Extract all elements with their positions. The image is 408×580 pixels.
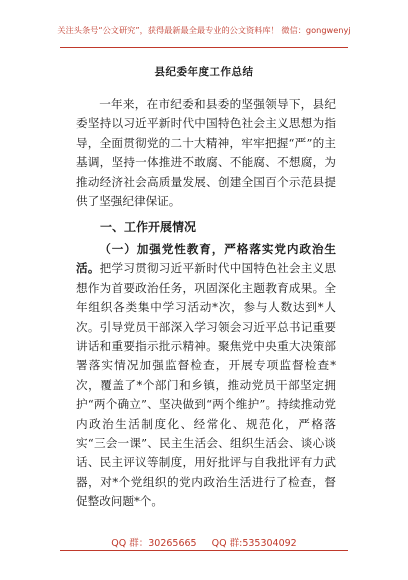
section-heading: 一、工作开展情况 bbox=[100, 220, 197, 234]
footer-contact bbox=[0, 535, 408, 549]
header-banner: 关注头条号“公文研究”，获得最新最全最专业的公文资料库！ 微信：gongwenyj bbox=[57, 25, 351, 35]
footer-divider bbox=[60, 550, 348, 551]
paragraph-body: 把学习贯彻习近平新时代中国特色社会主义思想作为首要政治任务，巩固深化主题教育成果。全年组织各类集中学习活动*次，参与人数达到*人次。引导党员干部深入学习领会习近平总书记重要讲话和重要指示批示精神。聚焦党中央重大决策部署落实情况加强监督检查，开展专项监督检查*次，覆盖了*个部门和乡镇，推动党员干部坚定拥护“两个确立”、坚决做到“两个维护”。持续推动党内政治生活制度化、经常化、规范化，严格落实“三会一课”、民主生活会、组织生活会、谈心谈话、民主评议等制度，用好批评与自我批评有力武器，对*个党组织的党内政治生活进行了检查，督促整改问题*个。 bbox=[76, 261, 336, 509]
footer-qq-group-2: QQ 群:535304092 bbox=[211, 538, 297, 549]
document-title: 县纪委年度工作总结 bbox=[154, 66, 254, 78]
body-paragraph bbox=[76, 240, 336, 512]
header-divider bbox=[60, 47, 348, 48]
footer-qq-group-1: QQ 群：30265665 bbox=[111, 538, 197, 549]
intro-paragraph: 一年来，在市纪委和县委的坚强领导下，县纪委坚持以习近平新时代中国特色社会主义思想为指导，全面贯彻党的二十大精神，牢牢把握“严”的主基调，坚持一体推进不敢腐、不能腐、不想腐，为推动经济社会高质量发展、创建全国百个示范县提供了坚强纪律保证。 bbox=[76, 97, 336, 209]
paragraph-lead: （一）加强党性教育，严格落实党内政治生活。 bbox=[76, 242, 336, 276]
